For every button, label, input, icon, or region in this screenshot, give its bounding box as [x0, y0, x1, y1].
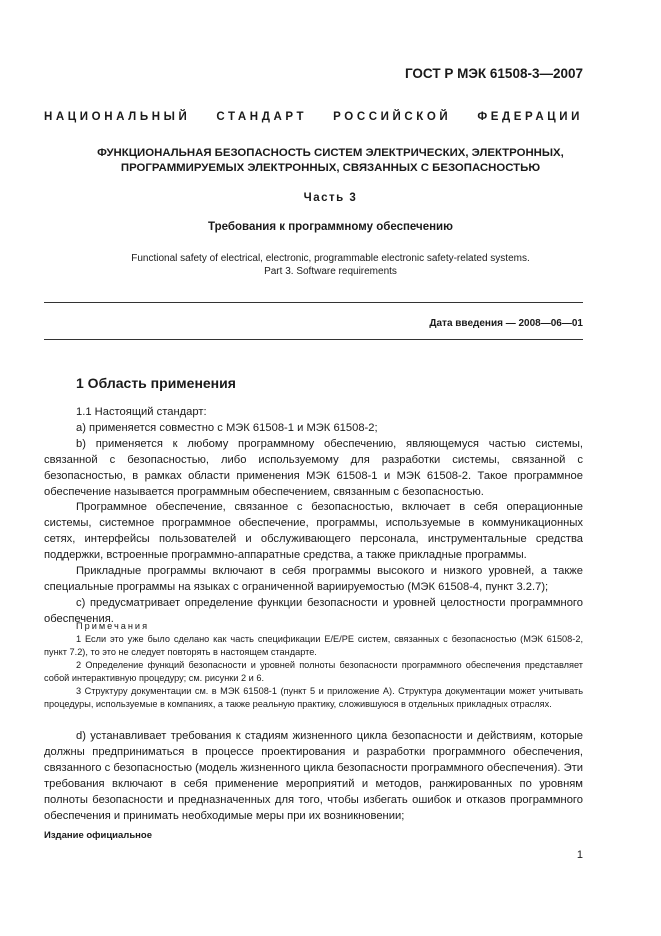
clause-1-1: 1.1 Настоящий стандарт:: [76, 406, 207, 418]
item-d: d) устанавливает требования к стадиям жизненного цикла безопасности и действиям, которые должны предприниматься в процессе проектирования и разработки программного обеспечения, связанного с безопасностью (модель жизненного цикла безопасности программного обеспечения). Эти требования включают в себя применение мероприятий и методов, ранжированных по уровням полноты безопасности и предназначенных для того, чтобы избегать ошибок и отказов программного обеспечения и принимать необходимые меры при их возникновении;: [44, 730, 583, 822]
divider-bottom: [44, 339, 583, 340]
title-line-2: ПРОГРАММИРУЕМЫХ ЭЛЕКТРОННЫХ, СВЯЗАННЫХ С БЕЗОПАСНОСТЬЮ: [120, 162, 541, 174]
national-standard-banner: [44, 111, 583, 123]
item-b: b) применяется к любому программному обеспечению, являющемуся частью системы, связанной с безопасностью, либо используемому для разработки системы, связанной с безопасностью, в рамках области применения МЭК 61508-1 и МЭК 61508-2. Такое программное обеспечение называется программным обеспечением, связанным с безопасностью.: [44, 437, 583, 498]
banner-word: ФЕДЕРАЦИИ: [477, 111, 583, 123]
notes-heading: Примечания: [76, 621, 150, 631]
note-1: 1 Если это уже было сделано как часть спецификации E/E/PE систем, связанных с безопасностью (МЭК 61508-2, пункт 7.2), то это не следует повторять в настоящем стандарте.: [44, 634, 583, 657]
english-title: [40, 252, 621, 278]
banner-word: РОССИЙСКОЙ: [333, 111, 452, 123]
note-3: 3 Структуру документации см. в МЭК 61508-1 (пункт 5 и приложение А). Структура документации может учитывать процедуры, используемые в компаниях, а также реальную практику, сложившуюся в отдельных прикладных отраслях.: [44, 686, 583, 709]
part-label: Часть 3: [303, 192, 358, 204]
subtitle: Требования к программному обеспечению: [208, 221, 453, 233]
section-heading: 1 Область применения: [76, 375, 236, 391]
banner-word: НАЦИОНАЛЬНЫЙ: [44, 111, 191, 123]
title-line-1: ФУНКЦИОНАЛЬНАЯ БЕЗОПАСНОСТЬ СИСТЕМ ЭЛЕКТРИЧЕСКИХ, ЭЛЕКТРОННЫХ,: [97, 147, 564, 159]
divider-top: [44, 302, 583, 303]
notes-block: [44, 620, 583, 711]
english-title-line-2: Part 3. Software requirements: [264, 266, 397, 277]
item-c: c) предусматривает определение функции безопасности и уровней целостности программного обеспечения.: [44, 596, 583, 625]
scope-body: [44, 405, 583, 628]
item-b-paragraph-2: Программное обеспечение, связанное с безопасностью, включает в себя операционные системы, системное программное обеспечение, программы, используемые в коммуникационных сетях, интерфейсы пользователей и обслуживающего персонала, инструментальные средства поддержки, встроенные программно-аппаратные средства, а также прикладные программы.: [44, 501, 583, 562]
banner-word: СТАНДАРТ: [216, 111, 308, 123]
official-edition-label: Издание официальное: [44, 830, 152, 841]
item-d-block: [44, 729, 583, 824]
note-2: 2 Определение функций безопасности и уровней полноты безопасности программного обеспечения представляет собой интерактивную процедуру; см. рисунки 2 и 6.: [44, 660, 583, 683]
english-title-line-1: Functional safety of electrical, electronic, programmable electronic safety-related systems.: [131, 253, 530, 264]
item-a: a) применяется совместно с МЭК 61508-1 и МЭК 61508-2;: [76, 421, 378, 434]
item-b-paragraph-3: Прикладные программы включают в себя программы высокого и низкого уровней, а также специальные программы на языках с ограниченной вариируемостью (МЭК 61508-4, пункт 3.2.7);: [44, 565, 583, 593]
document-id: ГОСТ Р МЭК 61508-3—2007: [404, 66, 583, 81]
page-number: 1: [576, 849, 583, 861]
document-title: [60, 146, 601, 176]
introduction-date: Дата введения — 2008—06—01: [429, 318, 583, 329]
